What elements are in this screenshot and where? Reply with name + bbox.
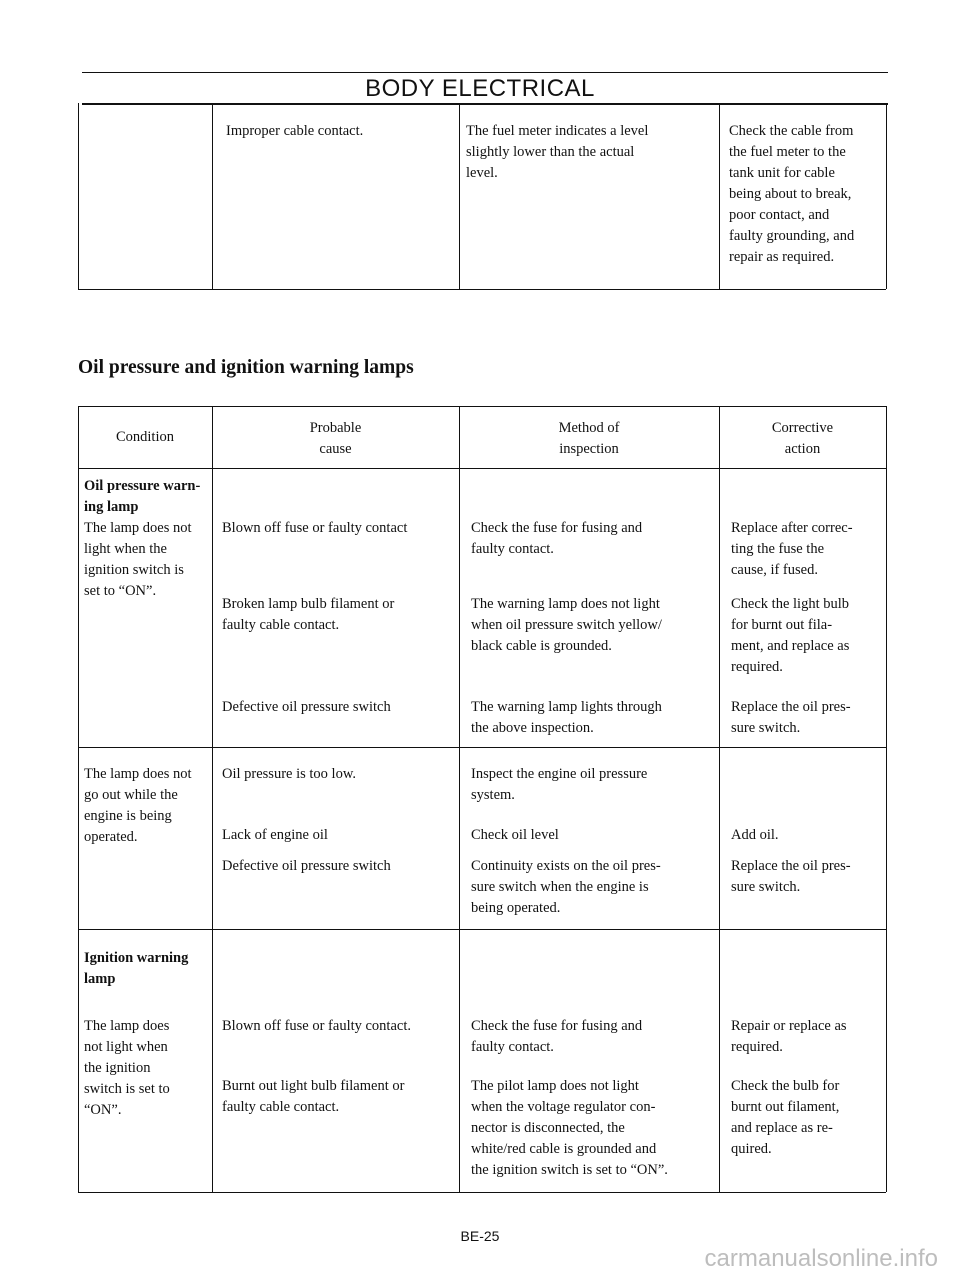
oil-r1-action: Replace after correc- ting the fuse the cause, if fused.	[731, 520, 853, 578]
table-right-border	[886, 406, 887, 1192]
header-row-divider	[78, 468, 886, 469]
row-divider-ignition	[78, 929, 886, 930]
col-divider-2	[459, 406, 460, 1192]
table-left-border	[78, 406, 79, 1192]
oil-out-r2-cause: Lack of engine oil	[222, 827, 328, 843]
ignition-r2-action: Check the bulb for burnt out filament, and replace as re- quired.	[731, 1078, 840, 1157]
oil-r3-action: Replace the oil pres- sure switch.	[731, 699, 851, 736]
watermark: carmanualsonline.info	[704, 1245, 938, 1272]
header-bottom-rule	[82, 103, 888, 105]
oil-r2-cause: Broken lamp bulb filament or faulty cable contact.	[222, 596, 395, 633]
col-divider-3	[719, 406, 720, 1192]
row-divider-oil-out	[78, 747, 886, 748]
oil-out-r1-cause: Oil pressure is too low.	[222, 766, 356, 782]
page-number: BE-25	[460, 1228, 500, 1244]
header-condition: Condition	[115, 429, 174, 445]
oil-r1-inspection: Check the fuse for fusing and faulty contact.	[471, 520, 643, 557]
top-table-bottom-border	[78, 289, 886, 290]
top-table-left-border	[78, 103, 79, 289]
ignition-r2-inspection: The pilot lamp does not light when the voltage regulator con- nector is disconnected, the white/red cable is grounded and the ignition switch is set to “ON”.	[471, 1078, 668, 1178]
section-title: Oil pressure and ignition warning lamps	[78, 357, 414, 378]
oil-condition-not-light: The lamp does not light when the ignition switch is set to “ON”.	[84, 520, 192, 599]
top-cause: Improper cable contact.	[226, 123, 364, 139]
top-table-divider-3	[719, 103, 720, 289]
header-probable-cause: Probable cause	[309, 420, 362, 457]
top-table-divider-2	[459, 103, 460, 289]
top-table-right-border	[886, 103, 887, 289]
oil-r3-cause: Defective oil pressure switch	[222, 699, 391, 715]
oil-out-r2-action: Add oil.	[731, 827, 779, 843]
header-top-rule	[82, 72, 888, 73]
oil-r1-cause: Blown off fuse or faulty contact	[222, 520, 408, 536]
ignition-r1-cause: Blown off fuse or faulty contact.	[222, 1018, 411, 1034]
oil-pressure-group-label: Oil pressure warn- ing lamp	[84, 478, 201, 515]
oil-out-r1-inspection: Inspect the engine oil pressure system.	[471, 766, 648, 803]
header-corrective-action: Corrective action	[771, 420, 834, 457]
oil-out-r3-action: Replace the oil pres- sure switch.	[731, 858, 851, 895]
oil-r3-inspection: The warning lamp lights through the above inspection.	[471, 699, 662, 736]
oil-out-r2-inspection: Check oil level	[471, 827, 559, 843]
ignition-group-label: Ignition warning lamp	[84, 950, 189, 987]
ignition-condition: The lamp does not light when the ignition switch is set to “ON”.	[84, 1018, 170, 1118]
page-title: BODY ELECTRICAL	[365, 75, 595, 102]
table-bottom-border	[78, 1192, 886, 1193]
oil-condition-not-out: The lamp does not go out while the engine is being operated.	[84, 766, 192, 845]
top-action: Check the cable from the fuel meter to the tank unit for cable being about to break, poor contact, and faulty grounding, and repair as required.	[729, 123, 855, 265]
col-divider-1	[212, 406, 213, 1192]
table-top-border	[78, 406, 886, 407]
ignition-r1-inspection: Check the fuse for fusing and faulty contact.	[471, 1018, 643, 1055]
oil-r2-action: Check the light bulb for burnt out fila- ment, and replace as required.	[731, 596, 850, 675]
ignition-r1-action: Repair or replace as required.	[731, 1018, 847, 1055]
oil-out-r3-cause: Defective oil pressure switch	[222, 858, 391, 874]
ignition-r2-cause: Burnt out light bulb filament or faulty cable contact.	[222, 1078, 405, 1115]
header-method-of-inspection: Method of inspection	[558, 420, 620, 457]
top-table-divider-1	[212, 103, 213, 289]
oil-r2-inspection: The warning lamp does not light when oil pressure switch yellow/ black cable is grounded.	[471, 596, 662, 654]
oil-out-r3-inspection: Continuity exists on the oil pres- sure switch when the engine is being operated.	[471, 858, 661, 916]
top-inspection: The fuel meter indicates a level slightly lower than the actual level.	[466, 123, 649, 181]
